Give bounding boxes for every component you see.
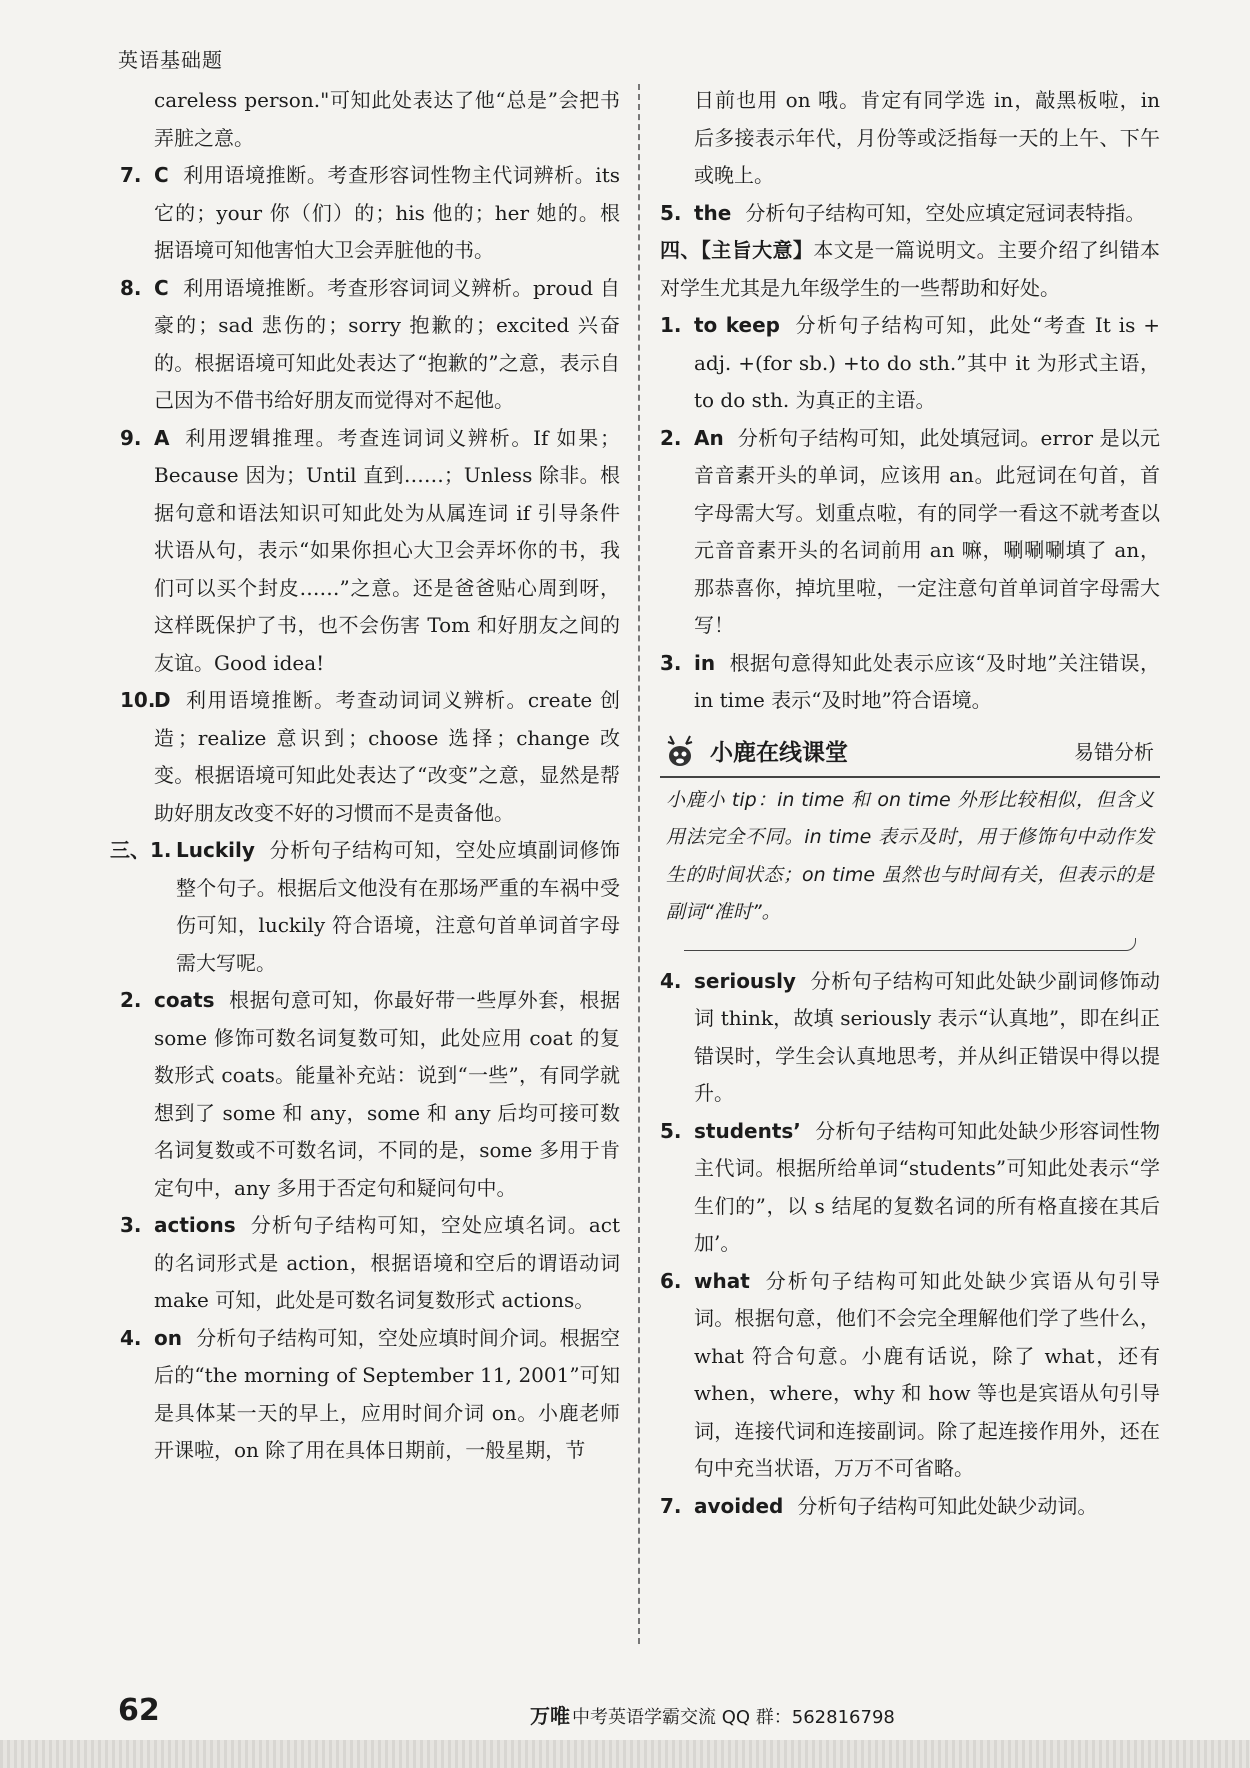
item-number: 1.: [660, 313, 682, 337]
item-number: 三、1.: [110, 838, 172, 862]
answer-key: students’: [694, 1118, 801, 1143]
answer-key: actions: [154, 1213, 236, 1237]
answer-item: [110, 832, 620, 982]
item-number: 7.: [660, 1493, 682, 1518]
answer-item: [120, 157, 620, 270]
answer-explanation: careless person."可知此处表达了他“总是”会把书弄脏之意。: [154, 88, 620, 150]
page-number: 62: [118, 1693, 160, 1728]
item-number: 6.: [660, 1268, 682, 1293]
item-number: 3.: [660, 650, 682, 675]
answer-key: seriously: [694, 968, 796, 993]
item-number: 5.: [660, 200, 682, 225]
footer-qq-group: [530, 1700, 895, 1729]
answer-item: [120, 682, 620, 832]
left-column: [110, 82, 620, 1470]
answer-item: [120, 1320, 620, 1470]
answer-explanation: 分析句子结构可知此处缺少动词。: [797, 1493, 1098, 1518]
page-header-title: 英语基础题: [118, 48, 223, 72]
right-column: [660, 82, 1160, 1525]
tip-box-header: [660, 726, 1160, 778]
tip-box-title: 小鹿在线课堂: [710, 739, 848, 766]
section-four-summary: [660, 232, 1160, 307]
answer-explanation: 利用语境推断。考查动词词义辨析。create 创造；realize 意识到；choose 选择；change 改变。根据语境可知此处表达了“改变”之意，显然是帮助好朋友改变不好的习惯而不是责备他。: [154, 688, 620, 825]
answer-key: An: [694, 425, 724, 450]
item-number: 3.: [120, 1213, 142, 1237]
answer-explanation: 分析句子结构可知，此处“考查 It is + adj. +(for sb.) +to do sth.”其中 it 为形式主语，to do sth. 为真正的主语。: [694, 313, 1160, 412]
answer-key: in: [694, 650, 716, 675]
answer-explanation: 分析句子结构可知，此处填冠词。error 是以元音音素开头的单词，应该用 an。此冠词在句首，首字母需大写。划重点啦，有的同学一看这不就考查以元音音素开头的名词前用 an 嘛，唰唰唰填了 an，那恭喜你，掉坑里啦，一定注意句首单词首字母需大写！: [694, 425, 1160, 637]
item-number: 9.: [120, 425, 142, 450]
answer-item: [120, 982, 620, 1207]
answer-item: [120, 420, 620, 683]
answer-explanation: 分析句子结构可知此处缺少副词修饰动词 think，故填 seriously 表示“认真地”，即在纠正错误时，学生会认真地思考，并从纠正错误中得以提升。: [694, 968, 1160, 1105]
answer-item: [660, 1113, 1160, 1263]
answer-explanation: 根据句意得知此处表示应该“及时地”关注错误，in time 表示“及时地”符合语境。: [694, 650, 1160, 712]
answer-explanation: 分析句子结构可知此处缺少形容词性物主代词。根据所给单词“students”可知此处表示“学生们的”，以 s 结尾的复数名词的所有格直接在其后加’。: [694, 1118, 1160, 1255]
item-number: 8.: [120, 275, 142, 300]
section-four-label: 四、【主旨大意】: [660, 238, 814, 262]
item-number: 4.: [120, 1325, 142, 1350]
answer-item: [120, 270, 620, 420]
answer-explanation: 分析句子结构可知，空处应填时间介词。根据空后的“the morning of September 11, 2001”可知是具体某一天的早上，应用时间介词 on。小鹿老师开课啦，on 除了用在具体日期前，一般星期，节: [154, 1325, 620, 1462]
answer-item: [660, 420, 1160, 645]
answer-key: coats: [154, 988, 215, 1012]
answer-explanation: 分析句子结构可知，空处应填名词。act 的名词形式是 action，根据语境和空后的谓语动词 make 可知，此处是可数名词复数形式 actions。: [154, 1213, 620, 1312]
scan-bottom-band: [0, 1740, 1250, 1768]
answer-explanation: 分析句子结构可知，空处应填副词修饰整个句子。根据后文他没有在那场严重的车祸中受伤可知，luckily 符合语境，注意句首单词首字母需大写呢。: [176, 838, 620, 975]
answer-explanation: 分析句子结构可知，空处应填定冠词表特指。: [745, 200, 1146, 225]
answer-key: A: [154, 425, 170, 450]
item-number: 2.: [120, 988, 142, 1012]
answer-item: [660, 1488, 1160, 1526]
tip-box: [660, 726, 1160, 951]
answer-explanation: 分析句子结构可知此处缺少宾语从句引导词。根据句意，他们不会完全理解他们学了些什么，what 符合句意。小鹿有话说，除了 what，还有 when，where，why 和 how 等也是宾语从句引导词，连接代词和连接副词。除了起连接作用外，还在句中充当状语，万万不可省略。: [694, 1268, 1160, 1480]
answer-key: the: [694, 200, 732, 225]
column-divider: [638, 84, 640, 1644]
footer-qq-text: 中考英语学霸交流 QQ 群：562816798: [572, 1707, 895, 1728]
tip-box-tag: 易错分析: [1074, 739, 1154, 764]
answer-key: C: [154, 163, 169, 187]
answer-explanation: 日前也用 on 哦。肯定有同学选 in，敲黑板啦，in 后多接表示年代，月份等或泛指每一天的上午、下午或晚上。: [694, 88, 1160, 187]
answer-item: [120, 82, 620, 157]
answer-explanation: 根据句意可知，你最好带一些厚外套，根据 some 修饰可数名词复数可知，此处应用 coat 的复数形式 coats。能量补充站：说到“一些”，有同学就想到了 some 和 any，some 和 any 后均可接可数名词复数或不可数名词，不同的是，some 多用于肯定句中，any 多用于否定句和疑问句中。: [154, 988, 620, 1200]
tip-box-text: 小鹿小 tip：in time 和 on time 外形比较相似，但含义用法完全不同。in time 表示及时，用于修饰句中动作发生的时间状态；on time 虽然也与时间有关，但表示的是副词“准时”。: [666, 788, 1154, 923]
answer-explanation: 利用语境推断。考查形容词词义辨析。proud 自豪的；sad 悲伤的；sorry 抱歉的；excited 兴奋的。根据语境可知此处表达了“抱歉的”之意，表示自己因为不借书给好朋友而觉得对不起他。: [154, 275, 620, 412]
answer-item: [660, 82, 1160, 195]
answer-key: to keep: [694, 313, 780, 337]
answer-key: on: [154, 1325, 182, 1350]
tip-box-bottom-rule: [684, 938, 1136, 951]
answer-item: [660, 1263, 1160, 1488]
answer-item: [120, 1207, 620, 1320]
item-number: 10.: [120, 688, 156, 712]
item-number: 7.: [120, 163, 142, 187]
deer-icon: [660, 732, 704, 772]
answer-key: Luckily: [176, 838, 255, 862]
item-number: 5.: [660, 1118, 682, 1143]
answer-key: avoided: [694, 1493, 784, 1518]
answer-item: [660, 645, 1160, 720]
answer-key: D: [154, 688, 171, 712]
answer-key: C: [154, 275, 169, 300]
answer-item: [660, 307, 1160, 420]
section-four-text: 本文是一篇说明文。主要介绍了纠错本对学生尤其是九年级学生的一些帮助和好处。: [660, 238, 1161, 300]
answer-key: what: [694, 1268, 750, 1293]
answer-explanation: 利用语境推断。考查形容词性物主代词辨析。its 它的；your 你（们）的；his 他的；her 她的。根据语境可知他害怕大卫会弄脏他的书。: [154, 163, 620, 262]
footer-brand-logo: 万唯: [530, 1704, 570, 1728]
answer-item: [660, 195, 1160, 233]
answer-item: [660, 963, 1160, 1113]
item-number: 2.: [660, 425, 682, 450]
answer-explanation: 利用逻辑推理。考查连词词义辨析。If 如果；Because 因为；Until 直到……；Unless 除非。根据句意和语法知识可知此处为从属连词 if 引导条件状语从句，表示“如果你担心大卫会弄坏你的书，我们可以买个封皮……”之意。还是爸爸贴心周到呀，这样既保护了书，也不会伤害 Tom 和好朋友之间的友谊。Good idea!: [154, 425, 620, 675]
item-number: 4.: [660, 968, 682, 993]
